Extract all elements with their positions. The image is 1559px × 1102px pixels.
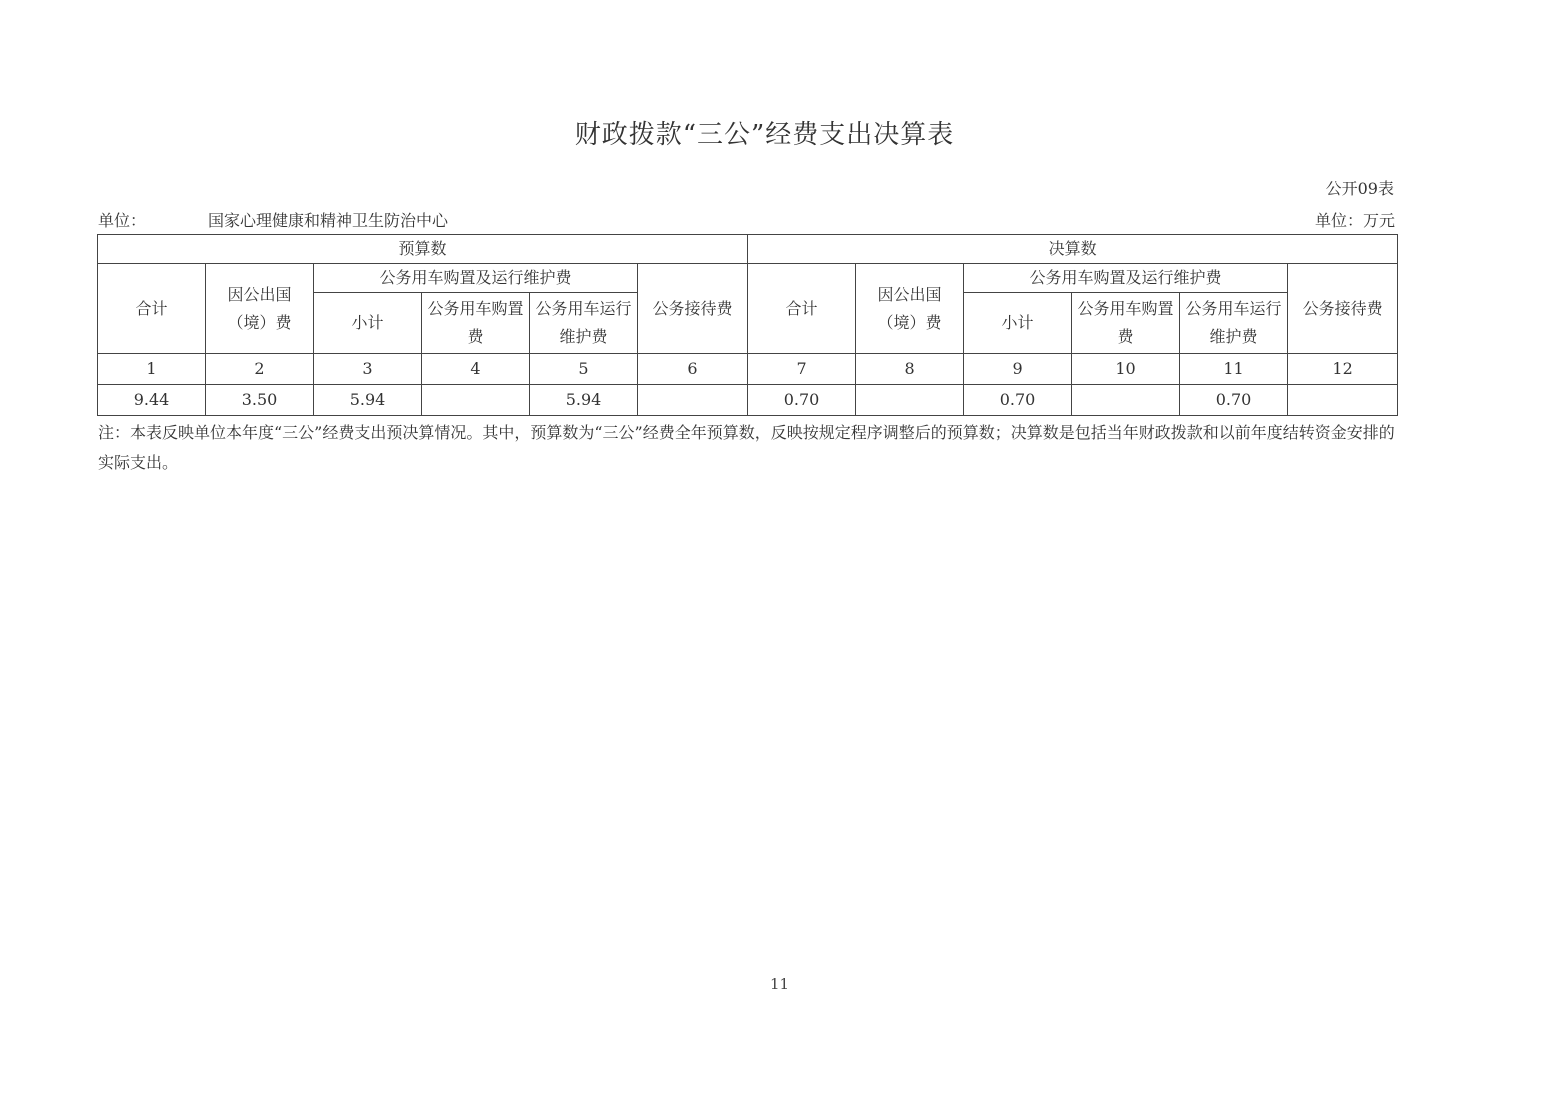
final-vehicle-purchase-header: 公务用车购置费 — [1072, 293, 1180, 354]
page-title: 财政拨款“三公”经费支出决算表 — [574, 120, 955, 150]
value-cell — [638, 385, 748, 416]
unit-name: 国家心理健康和精神卫生防治中心 — [208, 211, 449, 230]
column-index: 6 — [638, 354, 748, 385]
column-index: 5 — [530, 354, 638, 385]
footnote: 注：本表反映单位本年度“三公”经费支出预决算情况。其中，预算数为“三公”经费全年预算数，反映按规定程序调整后的预算数；决算数是包括当年财政拨款和以前年度结转资金安排的实际支出。 — [98, 423, 1395, 472]
table-row — [98, 264, 1398, 293]
column-index: 10 — [1072, 354, 1180, 385]
form-number: 公开09表 — [1325, 179, 1394, 198]
final-header: 决算数 — [748, 235, 1398, 264]
value-cell: 0.70 — [748, 385, 856, 416]
budget-abroad-header: 因公出国（境）费 — [206, 264, 314, 354]
value-cell: 5.94 — [314, 385, 422, 416]
value-cell — [1288, 385, 1398, 416]
final-total-header: 合计 — [748, 264, 856, 354]
column-index: 4 — [422, 354, 530, 385]
value-cell — [1072, 385, 1180, 416]
value-cell: 0.70 — [1180, 385, 1288, 416]
budget-header: 预算数 — [98, 235, 748, 264]
column-index: 11 — [1180, 354, 1288, 385]
column-index: 9 — [964, 354, 1072, 385]
budget-vehicle-operation-header: 公务用车运行维护费 — [530, 293, 638, 354]
expense-table — [97, 234, 1398, 416]
unit-label: 单位： — [98, 211, 147, 230]
final-vehicle-operation-header: 公务用车运行维护费 — [1180, 293, 1288, 354]
value-cell: 5.94 — [530, 385, 638, 416]
column-index: 7 — [748, 354, 856, 385]
table-row — [98, 235, 1398, 264]
currency-unit: 单位：万元 — [1314, 211, 1395, 230]
value-cell: 3.50 — [206, 385, 314, 416]
table-row — [98, 354, 1398, 385]
value-cell: 0.70 — [964, 385, 1072, 416]
value-cell — [856, 385, 964, 416]
final-abroad-header: 因公出国（境）费 — [856, 264, 964, 354]
final-vehicle-group-header: 公务用车购置及运行维护费 — [964, 264, 1288, 293]
column-index: 2 — [206, 354, 314, 385]
budget-vehicle-purchase-header: 公务用车购置费 — [422, 293, 530, 354]
unit-row — [98, 208, 1395, 232]
column-index: 12 — [1288, 354, 1398, 385]
budget-reception-header: 公务接待费 — [638, 264, 748, 354]
page-number: 11 — [769, 975, 790, 993]
column-index: 3 — [314, 354, 422, 385]
table-row — [98, 385, 1398, 416]
budget-vehicle-group-header: 公务用车购置及运行维护费 — [314, 264, 638, 293]
budget-total-header: 合计 — [98, 264, 206, 354]
value-cell — [422, 385, 530, 416]
column-index: 8 — [856, 354, 964, 385]
final-subtotal-header: 小计 — [964, 293, 1072, 354]
budget-subtotal-header: 小计 — [314, 293, 422, 354]
value-cell: 9.44 — [98, 385, 206, 416]
column-index: 1 — [98, 354, 206, 385]
final-reception-header: 公务接待费 — [1288, 264, 1398, 354]
